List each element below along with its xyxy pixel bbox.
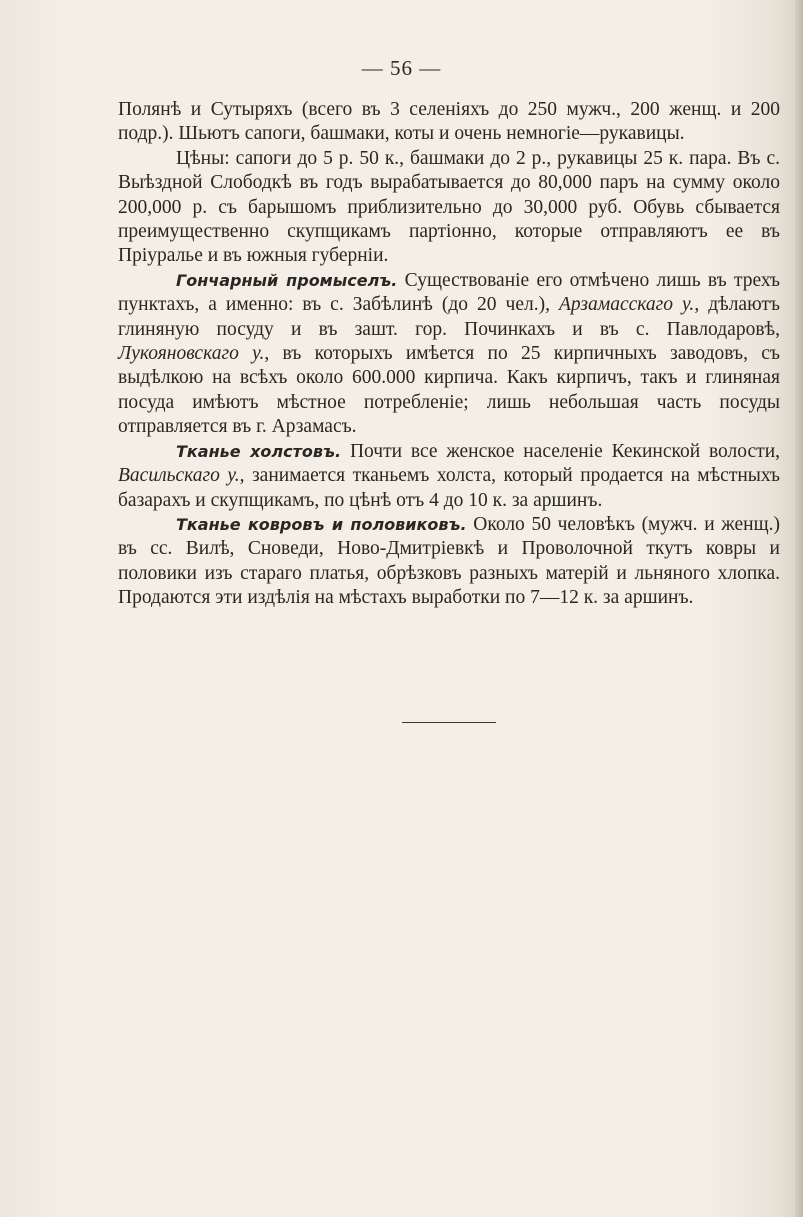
paragraph-text: Полянѣ и Сутыряхъ (всего въ 3 селеніяхъ до 250 мужч., 200 женщ. и 200 подр.). Шьютъ сапоги, башмаки, коты и очень немногіе—рукавицы. <box>118 99 780 145</box>
paragraph-text: , занимается тканьемъ холста, который продается на мѣстныхъ базарахъ и скупщикамъ, по цѣнѣ отъ 4 до 10 к. за аршинъ. <box>118 465 780 511</box>
paragraph-text: Существованіе его отмѣчено лишь въ трехъ пунктахъ, а именно: въ с. Забѣлинѣ (до 20 чел.), <box>118 269 780 316</box>
page-number: — 56 — <box>361 56 442 80</box>
section-heading: Гончарный промыселъ. <box>176 270 398 290</box>
section-heading: Тканье холстовъ. <box>176 441 342 461</box>
end-rule <box>402 722 496 723</box>
body-text <box>118 98 780 611</box>
district-name: Лукояновскаго у. <box>118 343 265 365</box>
district-name: Васильскаго у. <box>118 465 240 487</box>
district-name: Арзамасскаго у. <box>558 294 695 316</box>
paragraph <box>118 513 780 611</box>
page-edge-shadow <box>795 0 803 1217</box>
paragraph-text: , дѣлаютъ глиняную посуду и въ зашт. гор. Починкахъ и въ с. Павлодаровѣ, <box>118 294 781 340</box>
section-heading: Тканье ковровъ и половиковъ. <box>176 514 467 534</box>
paragraph-text: Цѣны: сапоги до 5 р. 50 к., башмаки до 2 р., рукавицы 25 к. пара. Въ с. Выѣздной Слободкѣ въ годъ вырабатывается до 80,000 паръ на сумму около 200,000 р. съ барышомъ приблизительно до 30,000 руб. Обувь сбывается преимущественно скупщикамъ партіонно, которые отправляютъ ее въ Пріуралье и въ южныя губерніи. <box>118 147 780 267</box>
paragraph-text: , въ которыхъ имѣется по 25 кирпичныхъ заводовъ, съ выдѣлкою на всѣхъ около 600.000 кирпича. Какъ кирпичъ, такъ и глиняная посуда имѣютъ мѣстное потребленіе; лишь небольшая часть посуды отправляется въ г. Арзамасъ. <box>118 343 780 438</box>
paragraph-text: Около 50 человѣкъ (мужч. и женщ.) въ сс. Вилѣ, Сноведи, Ново-Дмитріевкѣ и Проволочной ткутъ ковры и половики изъ стараго платья, обрѣзковъ разныхъ матерій и льняного хлопка. Продаются эти издѣлія на мѣстахъ выработки по 7—12 к. за аршинъ. <box>118 513 780 609</box>
paragraph <box>118 440 780 513</box>
paragraph <box>118 269 780 440</box>
paragraph <box>118 98 780 147</box>
paragraph <box>118 147 780 269</box>
paragraph-text: Почти все женское населеніе Кекинской волости, <box>341 440 781 462</box>
